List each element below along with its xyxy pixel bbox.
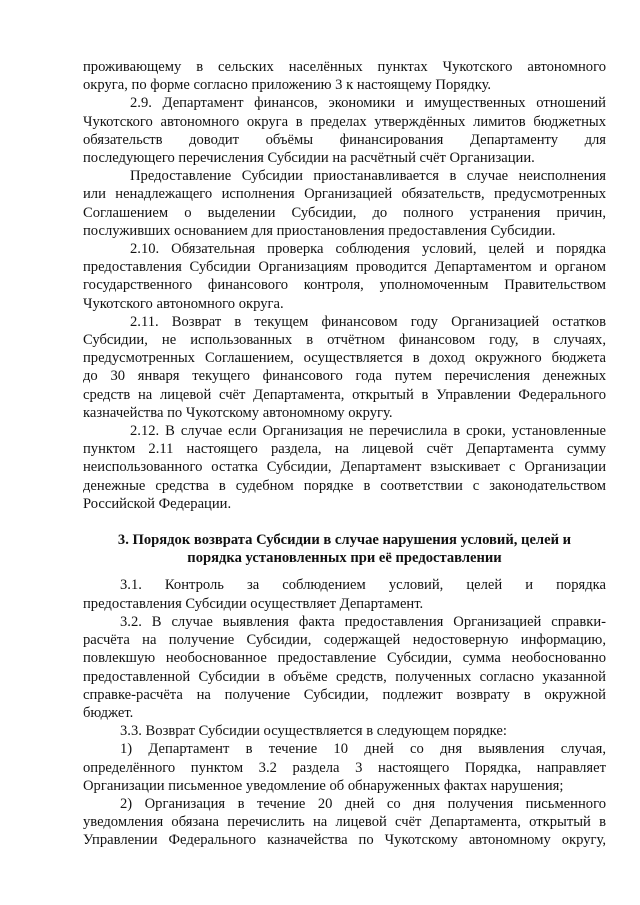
paragraph-2-10 [83, 240, 606, 313]
text-line: предоставления Субсидии Организациям проводится Департаментом и органом [83, 259, 606, 276]
paragraph-2-11 [83, 313, 606, 422]
text-line: предусмотренных Соглашением, осуществляется в доход окружного бюджета [83, 350, 606, 367]
text-line: денежные средства в судебном порядке в соответствии с законодательством [83, 477, 606, 494]
text-line: государственного финансового контроля, уполномоченным Правительством [83, 277, 606, 294]
text-line: расчёта на получение Субсидии, содержащей недостоверную информацию, [83, 632, 606, 649]
text-line: Российской Федерации. [83, 495, 232, 512]
text-line: пунктом 2.11 настоящего раздела, на лицевой счёт Департамента сумму [83, 441, 606, 458]
heading-line: порядка установленных при её предоставлении [187, 550, 502, 567]
section-heading [83, 531, 606, 567]
text-line: предоставления Субсидии осуществляет Департамент. [83, 595, 424, 612]
text-line: Чукотского автономного округа в пределах утверждённых лимитов бюджетных [83, 113, 606, 130]
text-line: Чукотского автономного округа. [83, 295, 284, 312]
text-line: 2.11. Возврат в текущем финансовом году Организацией остатков [130, 313, 606, 330]
paragraph-continuation [83, 58, 606, 94]
text-line: казначейства по Чукотскому автономному округу. [83, 404, 393, 421]
list-item-1 [83, 740, 606, 795]
text-line: бюджет. [83, 704, 134, 721]
text-line: Предоставление Субсидии приостанавливается в случае неисполнения [130, 168, 606, 185]
paragraph-3-1 [83, 576, 606, 612]
text-line: последующего перечисления Субсидии на расчётный счёт Организации. [83, 150, 535, 167]
text-line: или ненадлежащего исполнения Организацией обязательств, предусмотренных [83, 186, 606, 203]
text-line: уведомления обязана перечислить на лицевой счёт Департамента, открытый в [83, 814, 606, 831]
text-line: 3.3. Возврат Субсидии осуществляется в следующем порядке: [120, 723, 507, 740]
text-line: 3.2. В случае выявления факта предоставления Организацией справки- [120, 613, 606, 630]
paragraph-3-2 [83, 613, 606, 722]
text-line: предоставленной Субсидии в объёме средств, полученных согласно указанной [83, 668, 606, 685]
text-line: средств на лицевой счёт Департамента, открытый в Управлении Федерального [83, 386, 606, 403]
paragraph-2-9 [83, 94, 606, 167]
text-line: 3.1. Контроль за соблюдением условий, целей и порядка [120, 577, 606, 594]
text-line: Соглашением о выделении Субсидии, до полного устранения причин, [83, 204, 606, 221]
paragraph-suspension [83, 167, 606, 240]
heading-line: 3. Порядок возврата Субсидии в случае нарушения условий, целей и [117, 532, 572, 549]
text-line: определённого пунктом 3.2 раздела 3 настоящего Порядка, направляет [83, 759, 606, 776]
text-line: послуживших основанием для приостановления предоставления Субсидии. [83, 222, 556, 239]
text-line: повлекшую необоснованное предоставление Субсидии, сумма необоснованно [83, 650, 606, 667]
text-line: 1) Департамент в течение 10 дней со дня выявления случая, [120, 741, 606, 758]
paragraph-3-3 [83, 722, 606, 740]
text-line: до 30 января текущего финансового года путем перечисления денежных [83, 368, 606, 385]
text-line: Субсидии, не использованных в отчётном финансовом году, в случаях, [83, 332, 606, 349]
text-line: обязательств доводит объёмы финансирования Департаменту для [83, 131, 606, 148]
text-line: проживающему в сельских населённых пунктах Чукотского автономного [83, 59, 606, 75]
paragraph-2-12 [83, 422, 606, 513]
text-line: Организации письменное уведомление об обнаруженных фактах нарушения; [83, 777, 564, 794]
text-line: справке-расчёта на получение Субсидии, подлежит возврату в окружной [83, 686, 606, 703]
text-line: неиспользованного остатка Субсидии, Департамент взыскивает с Организации [83, 459, 606, 476]
text-line: 2.12. В случае если Организация не перечислила в сроки, установленные [130, 423, 606, 440]
text-line: 2.10. Обязательная проверка соблюдения условий, целей и порядка [130, 241, 606, 258]
text-line: округа, по форме согласно приложению 3 к настоящему Порядку. [83, 77, 492, 94]
text-line: 2.9. Департамент финансов, экономики и имущественных отношений [130, 95, 606, 112]
text-line: 2) Организация в течение 20 дней со дня получения письменного [120, 795, 606, 812]
list-item-2 [83, 795, 606, 850]
text-line: Управлении Федерального казначейства по Чукотскому автономному округу, [83, 832, 606, 849]
